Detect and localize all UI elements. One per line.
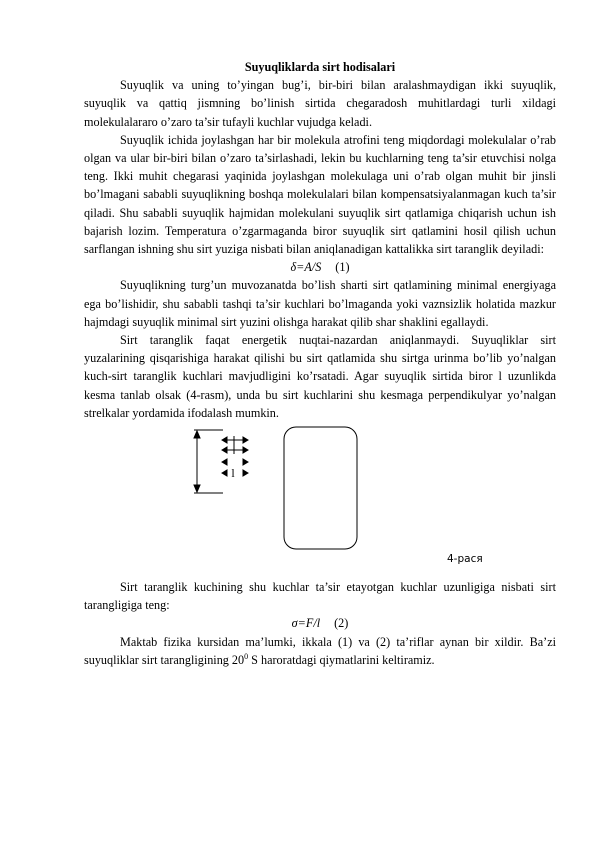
liquid-film-frame <box>284 427 357 549</box>
formula-2 <box>84 614 556 632</box>
formula-2-expr: σ=F/l <box>291 616 321 631</box>
document-title: Suyuqliklarda sirt hodisalari <box>244 60 396 74</box>
paragraph-6-tail: S haroratdagi qiymatlarini keltiramiz. <box>248 652 435 667</box>
figure-caption: 4-рася <box>447 553 483 566</box>
paragraph-3: Suyuqlikning turg’un muvozanatda bo’lish sharti sirt qatlamining minimal energiyaga ega bo’lishidir, shu sababli tashqi ta’sir kuchlari bo’lmaganda yoki vaznsizlik holatida mazkur hajmdagi suyuqlik minimal sirt yuzini olishga harakat qilib shar shaklini egallaydi. <box>84 278 556 329</box>
formula-1-number: (1) <box>335 260 350 275</box>
degree-superscript: 0 <box>244 651 249 661</box>
formula-1-expr: δ=A/S <box>290 260 322 275</box>
paragraph-6 <box>84 633 556 669</box>
formula-2-number: (2) <box>334 616 349 631</box>
surface-tension-diagram <box>84 426 556 578</box>
figure-4 <box>84 426 556 578</box>
paragraph-4: Sirt taranglik faqat energetik nuqtai-nazardan aniqlanmaydi. Suyuqliklar sirt yuzalarining qisqarishiga harakat qilishi bu sirt qatlamida shu sirtga urinma bo’lib yo’nalgan kuch-sirt taranglik kuchlari mavjudligini ko’rsatadi. Agar suyuqlik sirtida biror l uzunlikda kesma tanlab olsak (4-rasm), unda bu sirt kuchlarini shu kesmaga perpendikulyar yo’nalgan strelkalar yordamida ifodalash mumkin. <box>84 333 556 420</box>
length-dimension-arrow <box>194 430 223 493</box>
paragraph-6-text: Maktab fizika kursidan ma’lumki, ikkala (1) va (2) ta’riflar aynan bir xildir. Ba’zi suyuqliklar sirt tarangligining 20 <box>84 634 556 667</box>
document-page <box>84 58 556 669</box>
label-l: l <box>231 466 235 481</box>
paragraph-2: Suyuqlik ichida joylashgan har bir molekula atrofini teng miqdordagi molekulalar o’rab olgan va ular bir-biri bilan o’zaro ta’sirlashadi, lekin bu kuchlarning teng ta’sir etuvchisi nolga teng. Ikki muhit chegarasi yaqinida joylashgan molekulaga uni o’rab olgan muhit bir jinsli bo’lmagani sababli suyuqlikning boshqa molekulalari bilan kompensatsiyalanmagan kuch ta’sir qiladi. Shu sababli suyuqlik hajmidan molekulani suyuqlik sirt qatlamiga chiqarish uchun ish bajarish lozim. Temperatura o’zgarmaganda biror suyuqlik sirt qatlamini hosil qilish uchun sarflangan ishning shu sirt yuziga nisbati bilan aniqlanadigan kattalikka sirt taranglik deyiladi: <box>84 132 556 257</box>
formula-1 <box>84 258 556 276</box>
force-arrows <box>222 436 248 476</box>
paragraph-1: Suyuqlik va uning to’yingan bug’i, bir-biri bilan aralashmaydigan ikki suyuqlik, suyuqlik va qattiq jismning bo’linish sirtida chegaradosh muhitlardagi turli xildagi molekulalararo o’zaro ta’sir tufayli kuchlar vujudga keladi. <box>84 78 556 129</box>
paragraph-5: Sirt taranglik kuchining shu kuchlar ta’sir etayotgan kuchlar uzunligiga nisbati sirt tarangligiga teng: <box>84 580 556 613</box>
